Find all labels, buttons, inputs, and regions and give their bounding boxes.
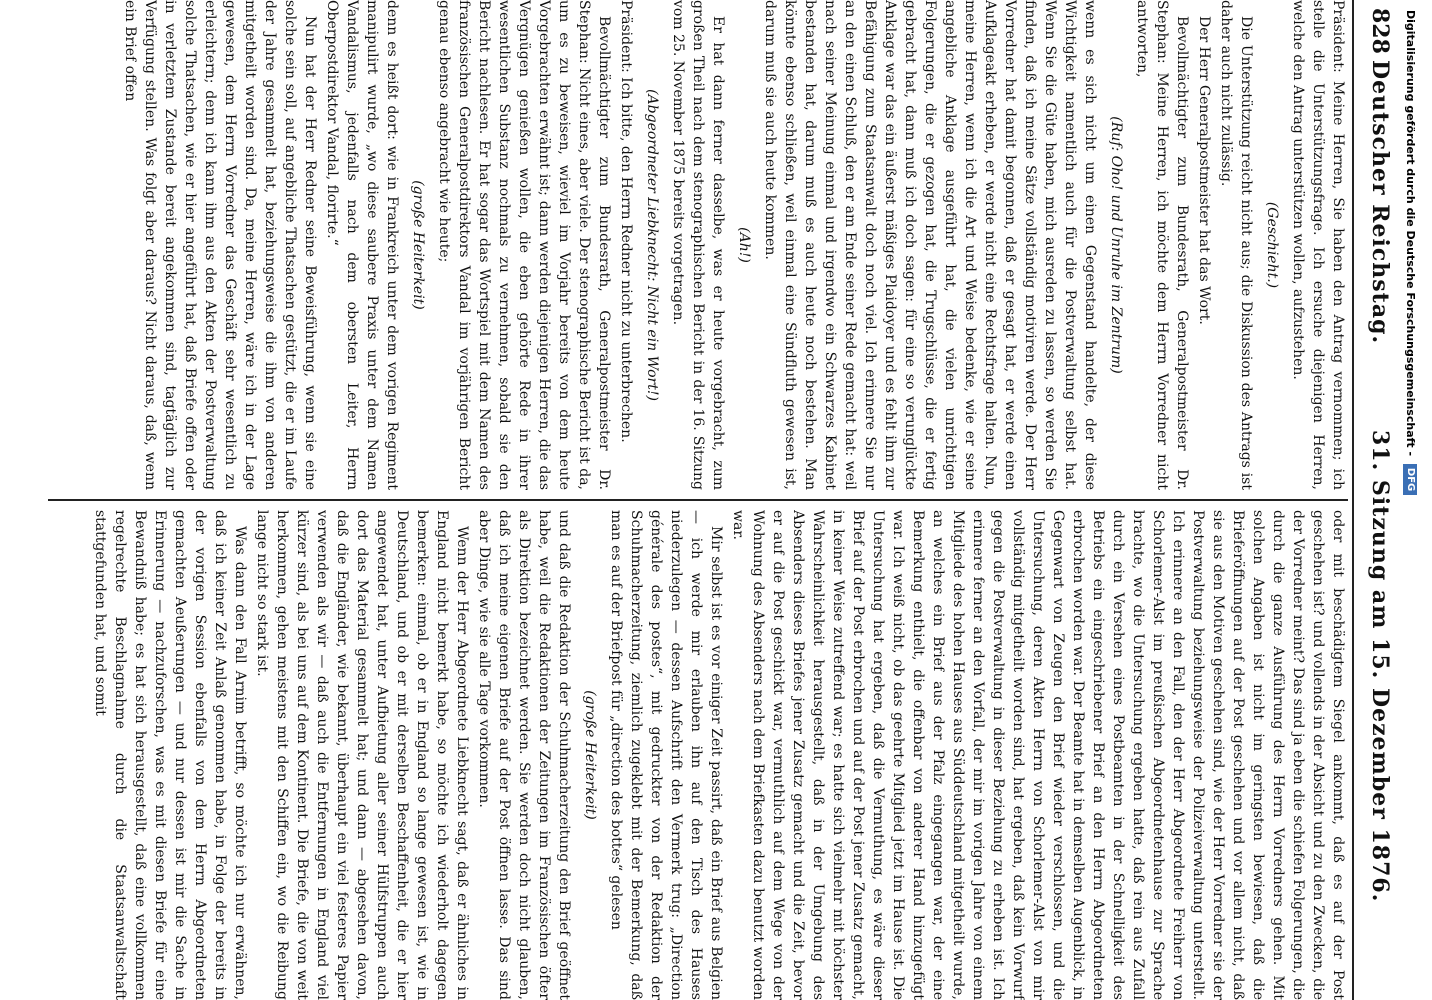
running-head: Deutscher Reichstag. [1367,60,1393,345]
paragraph: Bevollmächtigter zum Bundesrath, Generalpostmeister Dr. Stephan: Meine Herren, ich möchte dem Herrn Vorredner nicht antworten, [1134,0,1190,490]
interjection: (große Heiterkeit) [582,690,598,820]
interjection: (Ruf: Oho! und Unruhe im Zentrum) [1108,116,1124,374]
interjection: (große Heiterkeit) [410,180,426,310]
session-title: 31. Sitzung am 15. Dezember 1876. [1367,430,1393,903]
interjection: (Ah!) [736,227,752,263]
page-number: 828 [1367,8,1393,54]
paragraph: Was dann den Fall Arnim betrifft, so möchte ich nur erwähnen, daß ich keiner Zeit Anlaß genommen habe, in Folge der bereits in der vorigen Session ebenfalls von dem Herrn Abgeordneten gemachten Aeußerungen — und nur dessen ist mir die Sache in Erinnerung — nachzuforschen, was es mit diesen Briefe für eine Bewandniß habe; es hat sich herausgestellt, daß eine vollkommen regelrechte Beschlagnahme durch die Staatsanwaltschaft stattgefunden hat, und somit [92,510,248,1000]
dfg-logo: DFG [1403,464,1417,495]
dfg-credit-text: Digitalisierung gefördert durch die Deutsche Forschungsgemeinschaft - [1404,10,1417,457]
paragraph: Er hat dann ferner dasselbe, was er heute vorgebracht, zum großen Theil nach dem stenographischen Bericht in der 16. Sitzung vom 25. November 1875 bereits vorgetragen. [670,0,726,490]
paragraph: Mir selbst ist es vor einiger Zeit passirt, daß ein Brief aus Belgien — ich werde mir erlauben ihn auf den Tisch des Hauses niederzulegen — dessen Aufschrift den Vermerk trug: „Direction générale des postes“, mit gedruckter von der Redaktion der Schuhmacherzeitung, ziemlich zugeklebt mit der Bemerkung, daß man es auf der Briefpost für „direction des bottes“ gelesen [608,510,724,1000]
column-rule [48,499,1348,501]
paragraph: oder mit beschädigtem Siegel ankommt, daß es auf der Post geschehen ist? und vollends in der Absicht und zu den Zwecken, die der Vorredner meint? Das sind ja eben die schiefen Folgerungen, die durch die ganze Ausführung des Herrn Vorredners gehen. Mit solchen Angaben ist nicht im geringsten bewiesen, daß die Brieferöffnungen auf der Post geschehen und vor allem nicht, daß sie aus den Motiven geschehen sind, wie der Herr Vorredner sie der Postverwaltung beziehungsweise der Polizeiverwaltung unterstellt. Ich erinnere an den Fall, den der Herr Abgeordnete Freiherr von Schorlemer-Alst im preußischen Abgeordnetenhause zur Sprache brachte, wo die Untersuchung ergeben hatte, daß rein aus Zufall durch ein Versehen eines Postbeamten in der Schnelligkeit des Betriebs ein eingeschriebener Brief an den Herrn Abgeordneten erbrochen worden war. Der Beamte hat in demselben Augenblick, in Gegenwart von Zeugen den Brief wieder verschlossen, und die Untersuchung, deren Akten Herrn von Schorlemer-Alst von mir vollständig mitgetheilt worden sind, hat ergeben, daß kein Vorwurf gegen die Postverwaltung in dieser Beziehung zu erheben ist. Ich erinnere ferner an den Vorfall, der mir im vorigen Jahre von einem Mitgliede des hohen Hauses aus Süddeutschland mitgetheilt wurde, an welches ein Brief aus der Pfalz eingegangen war, der eine Bemerkung enthielt, die offenbar von anderer Hand hinzugefügt war. Ich weiß nicht, ob das geehrte Mitglied jetzt im Hause ist. Die Untersuchung hat ergeben, daß die Vermuthung, es wäre dieser Brief auf der Post erbrochen und auf der Post jener Zusatz gemacht, in keiner Weise zutreffend war; es hatte sich vielmehr mit höchster Wahrscheinlichkeit herausgestellt, daß in der Umgebung des Absenders dieses Briefes jener Zusatz gemacht und die Zeit, bevor er auf die Post geschickt war, vermuthlich auf dem Wege von der Wohnung des Absenders nach dem Briefkasten dazu benutzt worden war. [730,510,1346,1000]
interjection: (Geschieht.) [1264,201,1280,289]
right-column [48,510,1348,1000]
left-column [48,0,1348,490]
paragraph: Der Herr Generalpostmeister hat das Wort. [1196,16,1212,325]
paragraph: denn es heißt dort: wie in Frankreich unter dem vorigen Regiment manipulirt wurde, „wo diese saubere Praxis unter dem Namen Vandalismus, jedenfalls nach dem obersten Leiter, Herrn Oberpostdirektor Vandal, florirte.“ [324,0,400,490]
header-rule [1352,0,1354,1000]
paragraph: Bevollmächtigter zum Bundesrath, Generalpostmeister Dr. Stephan: Nicht eines, aber viele. Der stenographische Bericht ist da, um es zu beweisen, wieviel im Vorjahr bereits von dem heute Vorgebrachten erwähnt ist; dann werden diejenigen Herren, die das Vergnügen genießen wollen, die eben gehörte Rede in ihrer wesentlichen Substanz nochmals zu vernehmen, sobald sie den Bericht nachlesen. Er hat sogar das Wortspiel mit dem Namen des französischen Generalpostdirektors Vandal im vorjährigen Bericht genau ebenso angebracht wie heute; [436,0,612,490]
paragraph: Präsident: Meine Herren, Sie haben den Antrag vernommen; ich stelle die Unterstützungsfrage. Ich ersuche diejenigen Herren, welche den Antrag unterstützen wollen, aufzustehen. [1290,0,1346,490]
paragraph: Nun hat der Herr Redner seine Beweisführung, wenn sie eine solche sein soll, auf angebliche Thatsachen gestützt, die er im Laufe der Jahre gesammelt hat, beziehungsweise die ihm von anderen mitgetheilt worden sind. Da, meine Herren, wäre ich in der Lage gewesen, dem Herrn Vorredner das Geschäft sehr wesentlich zu erleichtern; denn ich kann ihm aus den Akten der Postverwaltung solche Thatsachen, wie er hier angeführt hat, daß Briefe offen oder in verletztem Zustande bereit angekommen sind, tagtäglich zur Verfügung stellen. Was folgt aber daraus? Nicht daraus, daß, wenn ein Brief offen [122,0,318,490]
paragraph: wenn es sich nicht um einen Gegenstand handelte, der diese Wichtigkeit namentlich auch für die Postverwaltung selbst hat. Wenn Sie die Güte haben, mich ausreden zu lassen, so werden Sie finden, daß ich meine Sätze vollständig motiviren werde. Der Herr Vorredner hat damit begonnen, daß er gesagt hat, er werde einen Aufklageakt erheben, er werde nicht eine Rechtsfrage halten. Nun, meine Herren, wenn ich die Art und Weise bedenke, wie er seine angebliche Anklage ausgeführt hat, die vielen unrichtigen Folgerungen, die er gezogen hat, die Trugschlüsse, die er fertig gebracht hat, dann muß ich doch sagen: für eine so verunglückte Anklage war das ein äußerst mäßiges Plaidoyer und es fehlt ihm zur Befähigung zum Staatsanwalt doch noch viel. Ich erinnere Sie nur an den einen Schluß, den er am Ende seiner Rede gemacht hat: weil nach seiner Meinung einmal und irgendwo ein Schwarzes Kabinet bestanden hat, darum muß es auch heute noch bestehen. Man könnte ebenso schließen, weil einmal eine Sündfluth gewesen ist, darum muß sie auch heute kommen. [762,0,1098,490]
dfg-credit [1392,10,1428,990]
paragraph: Wenn der Herr Abgeordnete Liebknecht sagt, daß er ähnliches in England nicht bemerkt habe, so möchte ich wiederholt dagegen bemerken: einmal, ob er in England so lange gewesen ist, wie in Deutschland, und ob er mit derselben Beschaffenheit, die er hier angewendet hat, unter Aufbietung aller seiner Hülfstruppen auch dort das Material gesammelt hat; und dann — abgesehen davon, daß die Engländer, wie bekannt, überhaupt ein viel festeres Papier verwenden als wir — daß auch die Entfernungen in England viel kürzer sind, als bei uns auf dem Kontinent. Die Briefe, die von weit herkommen, gehen meistens mit den Schiffen ein, wo die Reibung lange nicht so stark ist. [254,510,470,1000]
paragraph: und daß die Redaktion der Schuhmacherzeitung den Brief geöffnet habe, weil die Redaktionen der Zeitungen im Französischen öfter als Direktion bezeichnet werden. Sie werden doch nicht glauben, daß ich meine eigenen Briefe auf der Post öffnen lasse. Das sind aber Dinge, wie sie alle Tage vorkommen. [476,510,572,1000]
paragraph: Präsident: Ich bitte, den Herrn Redner nicht zu unterbrechen. [618,0,634,443]
interjection: (Abgeordneter Liebknecht: Nicht ein Wort!) [644,89,660,401]
paragraph: Die Unterstützung reicht nicht aus; die Diskussion des Antrags ist daher auch nicht zulässig. [1218,0,1254,490]
